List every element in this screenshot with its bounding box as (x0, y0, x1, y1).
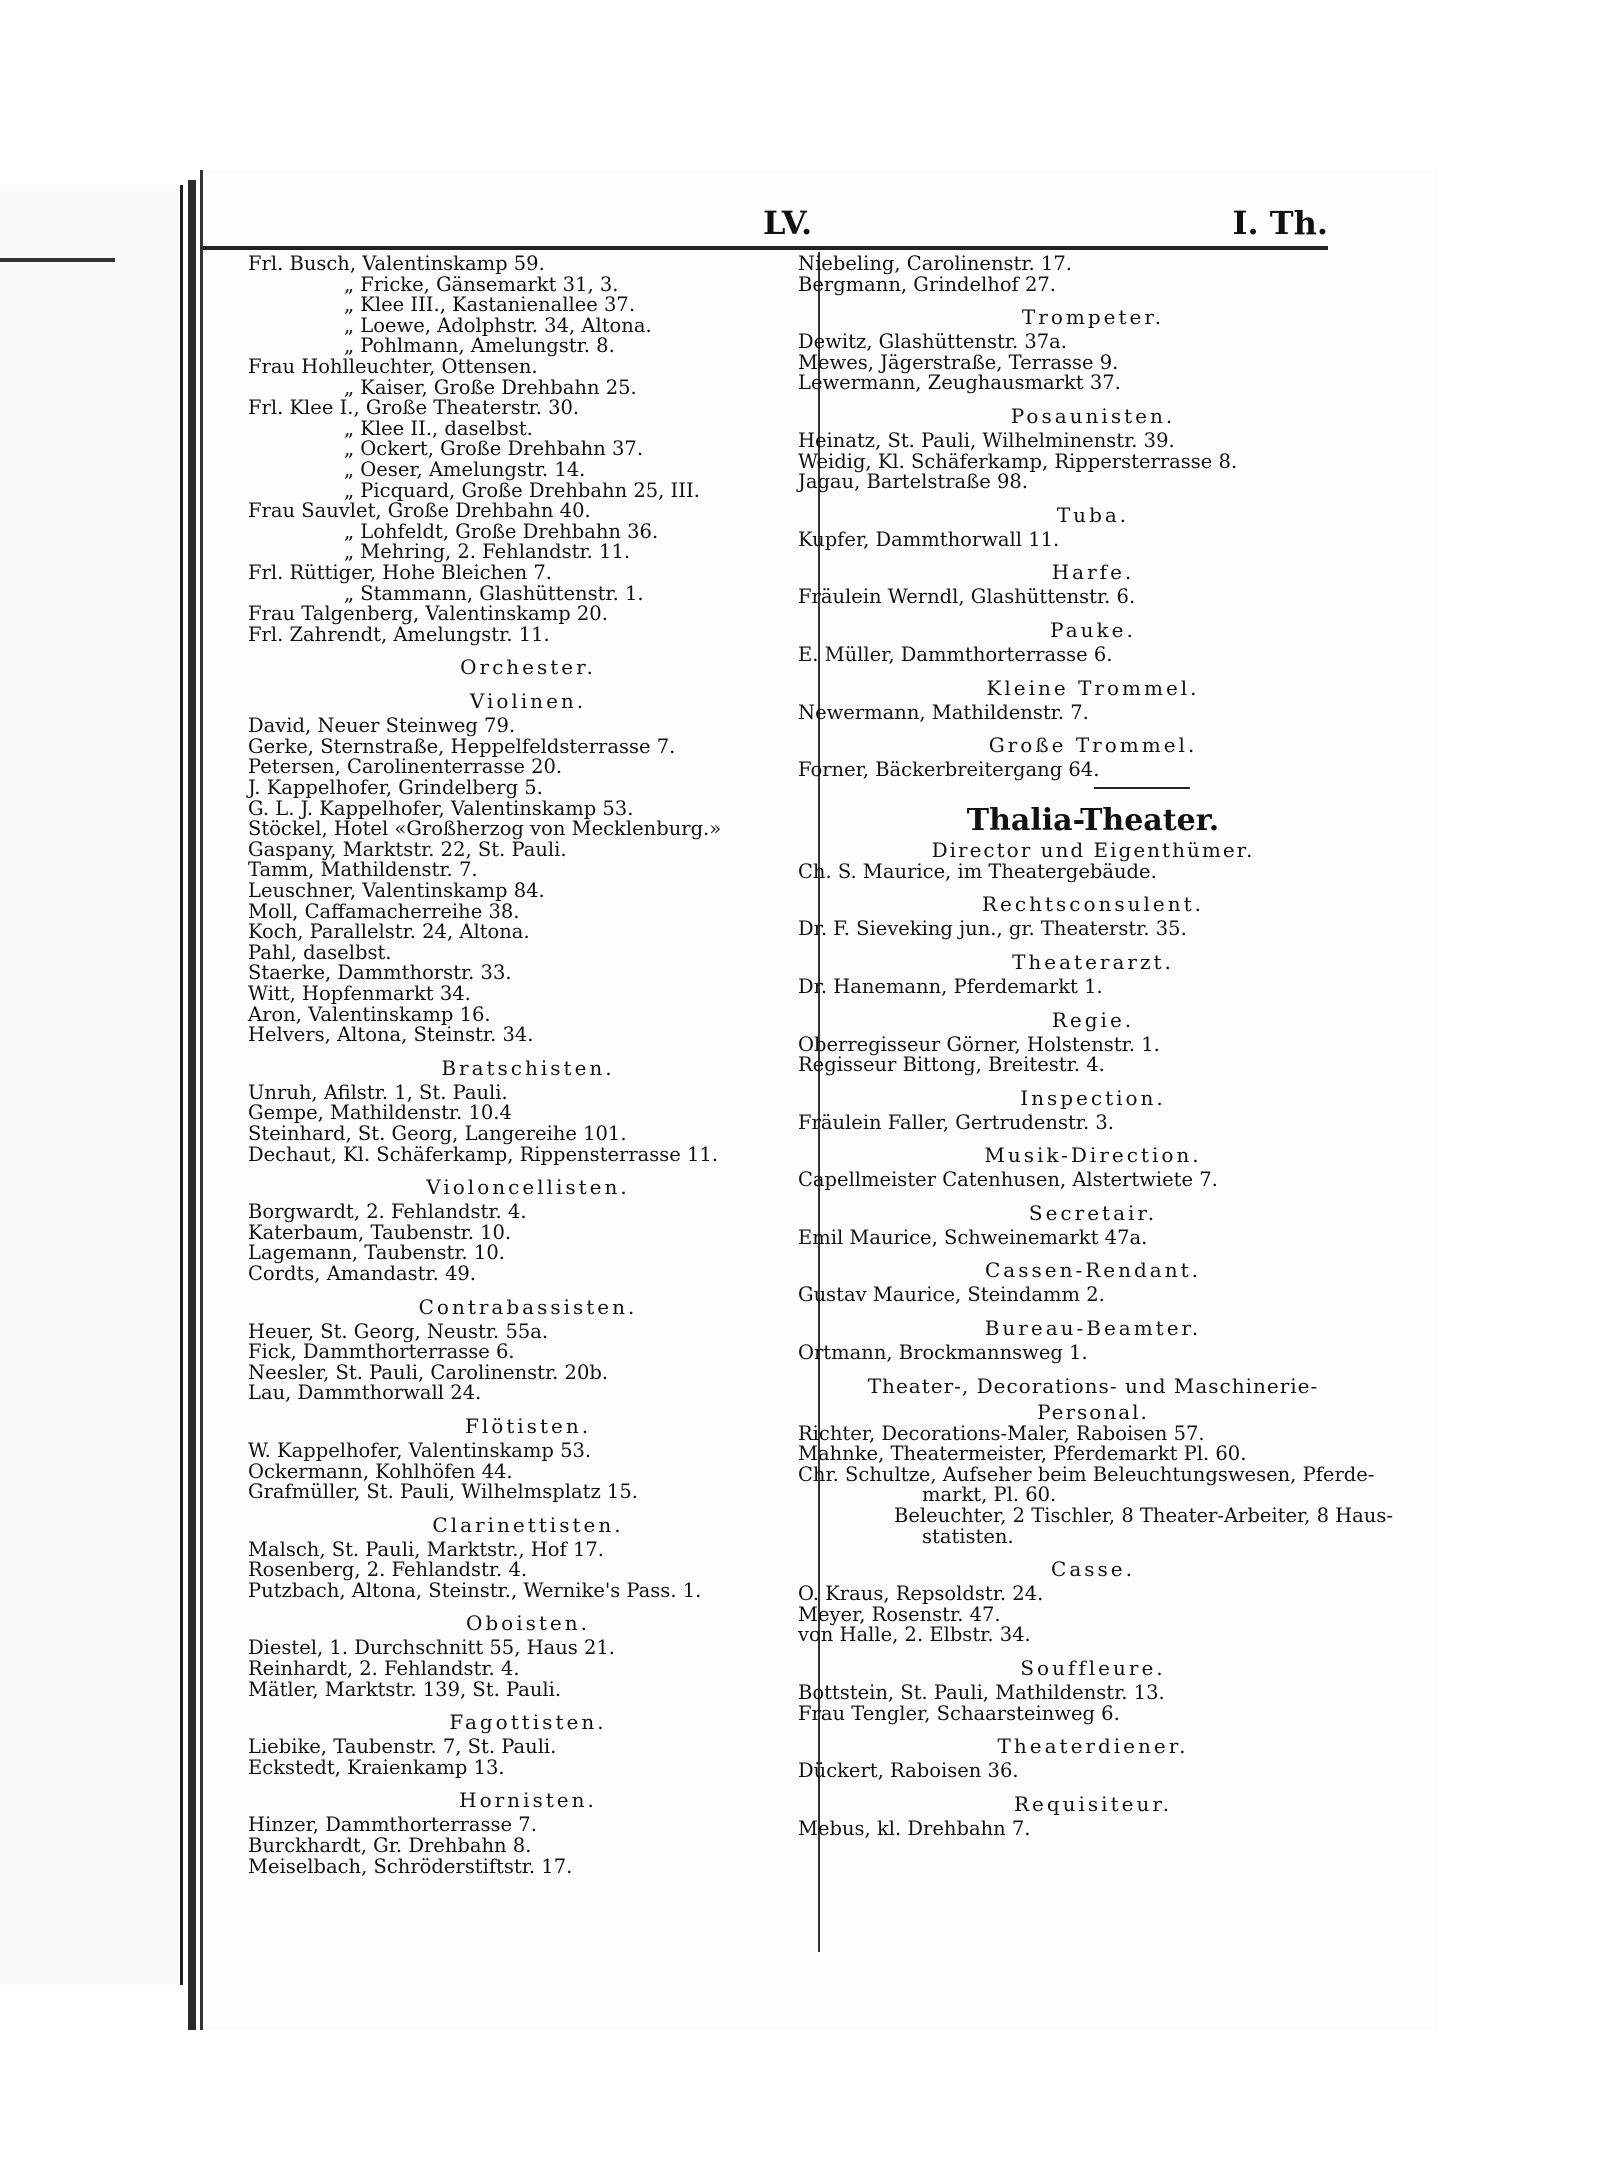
list-item: Mewes, Jägerstraße, Terrasse 9. (798, 350, 1119, 374)
section-heading: Director und Eigenthümer. (931, 837, 1255, 862)
list-item: Tamm, Mathildenstr. 7. (248, 858, 478, 882)
list-item: Mahnke, Theatermeister, Pferdemarkt Pl. 60. (798, 1442, 1247, 1466)
list-item: Helvers, Altona, Steinstr. 34. (248, 1023, 534, 1047)
section-heading: Tuba. (1056, 502, 1130, 527)
list-item: Niebeling, Carolinenstr. 17. (798, 252, 1072, 275)
list-item: Ortmann, Brockmannsweg 1. (798, 1341, 1088, 1365)
list-item: Leuschner, Valentinskamp 84. (248, 879, 545, 903)
list-item: Newermann, Mathildenstr. 7. (798, 700, 1089, 724)
list-item: David, Neuer Steinweg 79. (248, 714, 516, 738)
list-item: Meiselbach, Schröderstiftstr. 17. (248, 1854, 573, 1878)
page-number: LV. (763, 204, 813, 242)
section-heading: Oboisten. (465, 1611, 590, 1636)
page-header (203, 200, 1328, 250)
right-column (798, 252, 1393, 1840)
list-item: markt, Pl. 60. (922, 1483, 1057, 1507)
section-heading: Inspection. (1020, 1085, 1166, 1110)
section-heading: Personal. (1037, 1399, 1149, 1424)
list-item: „ Loewe, Adolphstr. 34, Altona. (344, 313, 652, 337)
list-item: Frau Tengler, Schaarsteinweg 6. (798, 1701, 1120, 1725)
section-heading: Pauke. (1050, 617, 1136, 642)
theatre-title: Thalia-Theater. (966, 802, 1220, 838)
section-heading: Orchester. (460, 655, 596, 680)
list-item: Pahl, daselbst. (248, 940, 392, 964)
list-item: Witt, Hopfenmarkt 34. (248, 982, 471, 1005)
list-item: „ Stammann, Glashüttenstr. 1. (344, 581, 644, 605)
list-item: Mebus, kl. Drehbahn 7. (798, 1816, 1031, 1840)
section-heading: Flötisten. (464, 1413, 592, 1438)
list-item: „ Oeser, Amelungstr. 14. (344, 457, 586, 481)
section-divider (1094, 787, 1190, 789)
list-item: Forner, Bäckerbreitergang 64. (798, 758, 1100, 782)
list-item: „ Picquard, Große Drehbahn 25, III. (344, 478, 700, 502)
list-item: O. Kraus, Repsoldstr. 24. (798, 1582, 1044, 1606)
list-item: Frl. Busch, Valentinskamp 59. (248, 252, 545, 275)
section-heading: Harfe. (1051, 560, 1135, 585)
list-item: Lau, Dammthorwall 24. (248, 1381, 482, 1405)
list-item: Bergmann, Grindelhof 27. (798, 272, 1056, 296)
section-heading: Casse. (1051, 1557, 1135, 1582)
list-item: Liebike, Taubenstr. 7, St. Pauli. (248, 1735, 557, 1759)
list-item: J. Kappelhofer, Grindelberg 5. (248, 776, 543, 800)
list-item: Dr. Hanemann, Pferdemarkt 1. (798, 974, 1103, 998)
list-item: „ Mehring, 2. Fehlandstr. 11. (344, 540, 631, 564)
section-heading: Große Trommel. (988, 733, 1198, 758)
section-heading: Bratschisten. (441, 1055, 615, 1080)
section-heading: Rechtsconsulent. (981, 892, 1205, 917)
list-item: Steinhard, St. Georg, Langereihe 101. (248, 1121, 627, 1145)
list-item: Ch. S. Maurice, im Theatergebäude. (798, 859, 1157, 883)
list-item: Heinatz, St. Pauli, Wilhelminenstr. 39. (798, 428, 1175, 452)
list-item: Ockermann, Kohlhöfen 44. (248, 1459, 513, 1483)
section-heading: Posaunisten. (1010, 403, 1176, 428)
list-item: Dückert, Raboisen 36. (798, 1759, 1019, 1783)
list-item: „ Fricke, Gänsemarkt 31, 3. (344, 272, 619, 296)
directory-page (200, 170, 1438, 2030)
list-item: Kupfer, Dammthorwall 11. (798, 527, 1060, 551)
list-item: Frl. Rüttiger, Hohe Bleichen 7. (248, 560, 553, 584)
list-item: Emil Maurice, Schweinemarkt 47a. (798, 1225, 1148, 1249)
section-heading: Bureau-Beamter. (984, 1316, 1202, 1341)
list-item: Staerke, Dammthorstr. 33. (248, 961, 512, 985)
list-item: Gaspany, Marktstr. 22, St. Pauli. (248, 837, 567, 861)
list-item: Unruh, Afilstr. 1, St. Pauli. (248, 1080, 508, 1104)
part-label: I. Th. (1232, 204, 1328, 242)
list-item: Eckstedt, Kraienkamp 13. (248, 1755, 505, 1779)
book-spine (188, 180, 196, 2030)
facing-page-rule (0, 258, 115, 262)
list-item: Frau Sauvlet, Große Drehbahn 40. (248, 499, 591, 523)
list-item: Petersen, Carolinenterrasse 20. (248, 755, 563, 779)
list-item: „ Kaiser, Große Drehbahn 25. (344, 375, 637, 399)
list-item: Rosenberg, 2. Fehlandstr. 4. (248, 1558, 528, 1582)
list-item: Dechaut, Kl. Schäferkamp, Rippensterrasse 11. (248, 1142, 719, 1166)
section-heading: Clarinettisten. (432, 1512, 624, 1537)
list-item: Fräulein Werndl, Glashüttenstr. 6. (798, 585, 1136, 609)
list-item: Frau Hohlleuchter, Ottensen. (248, 354, 538, 378)
list-item: „ Pohlmann, Amelungstr. 8. (344, 334, 615, 358)
list-item: Grafmüller, St. Pauli, Wilhelmsplatz 15. (248, 1480, 638, 1504)
list-item: W. Kappelhofer, Valentinskamp 53. (248, 1438, 592, 1462)
list-item: Frl. Klee I., Große Theaterstr. 30. (248, 396, 580, 420)
list-item: Gustav Maurice, Steindamm 2. (798, 1283, 1105, 1307)
list-item: Malsch, St. Pauli, Marktstr., Hof 17. (248, 1537, 604, 1561)
list-item: Moll, Caffamacherreihe 38. (248, 899, 520, 923)
list-item: Reinhardt, 2. Fehlandstr. 4. (248, 1657, 520, 1681)
list-item: Hinzer, Dammthorterrasse 7. (248, 1813, 537, 1837)
list-item: Weidig, Kl. Schäferkamp, Rippersterrasse 8. (798, 449, 1238, 473)
left-column (248, 254, 808, 1877)
list-item: E. Müller, Dammthorterrasse 6. (798, 642, 1113, 666)
section-heading: Fagottisten. (449, 1710, 607, 1735)
list-item: Lewermann, Zeughausmarkt 37. (798, 371, 1121, 395)
list-item: Dewitz, Glashüttenstr. 37a. (798, 330, 1068, 354)
list-item: Meyer, Rosenstr. 47. (798, 1602, 1001, 1626)
list-item: Oberregisseur Görner, Holstenstr. 1. (798, 1032, 1160, 1056)
list-item: Neesler, St. Pauli, Carolinenstr. 20b. (248, 1360, 609, 1384)
list-item: Aron, Valentinskamp 16. (248, 1002, 491, 1026)
list-item: Borgwardt, 2. Fehlandstr. 4. (248, 1200, 527, 1224)
list-item: Putzbach, Altona, Steinstr., Wernike's Pass. 1. (248, 1578, 702, 1602)
list-item: Frau Talgenberg, Valentinskamp 20. (248, 602, 608, 626)
list-item: Fick, Dammthorterrasse 6. (248, 1340, 515, 1364)
list-item: Richter, Decorations-Maler, Raboisen 57. (798, 1421, 1205, 1445)
section-heading: Cassen-Rendant. (984, 1258, 1201, 1283)
list-item: Bottstein, St. Pauli, Mathildenstr. 13. (798, 1681, 1165, 1704)
section-heading: Trompeter. (1021, 305, 1165, 330)
section-heading: Violoncellisten. (426, 1175, 630, 1200)
list-item: Frl. Zahrendt, Amelungstr. 11. (248, 622, 550, 646)
list-item: Beleuchter, 2 Tischler, 8 Theater-Arbeiter, 8 Haus- (894, 1504, 1393, 1528)
list-item: Capellmeister Catenhusen, Alstertwiete 7. (798, 1168, 1218, 1192)
section-heading: Musik-Direction. (984, 1143, 1202, 1168)
section-heading: Theater-, Decorations- und Maschinerie- (867, 1373, 1319, 1398)
list-item: Gempe, Mathildenstr. 10.4 (248, 1101, 512, 1125)
list-item: „ Klee II., daselbst. (344, 416, 533, 440)
list-item: Burckhardt, Gr. Drehbahn 8. (248, 1834, 532, 1858)
list-item: Jagau, Bartelstraße 98. (798, 470, 1028, 494)
list-item: Stöckel, Hotel «Großherzog von Mecklenburg.» (248, 817, 722, 841)
section-heading: Requisiteur. (1013, 1791, 1173, 1816)
section-heading: Regie. (1051, 1007, 1135, 1032)
list-item: statisten. (922, 1524, 1014, 1548)
list-item: „ Ockert, Große Drehbahn 37. (344, 437, 644, 461)
list-item: Mätler, Marktstr. 139, St. Pauli. (248, 1677, 562, 1701)
list-item: Diestel, 1. Durchschnitt 55, Haus 21. (248, 1636, 615, 1660)
list-item: Fräulein Faller, Gertrudenstr. 3. (798, 1110, 1114, 1134)
facing-page-edge (0, 185, 183, 1985)
section-heading: Kleine Trommel. (986, 675, 1200, 700)
list-item: „ Lohfeldt, Große Drehbahn 36. (344, 519, 659, 543)
list-item: Gerke, Sternstraße, Heppelfeldsterrasse 7. (248, 734, 676, 758)
section-heading: Theaterdiener. (997, 1734, 1189, 1759)
list-item: G. L. J. Kappelhofer, Valentinskamp 53. (248, 796, 634, 820)
list-item: Cordts, Amandastr. 49. (248, 1261, 477, 1285)
section-heading: Violinen. (469, 689, 587, 714)
list-item: Heuer, St. Georg, Neustr. 55a. (248, 1319, 549, 1343)
section-heading: Souffleure. (1020, 1656, 1166, 1680)
section-heading: Secretair. (1028, 1200, 1158, 1225)
list-item: „ Klee III., Kastanienallee 37. (344, 293, 636, 317)
list-item: Koch, Parallelstr. 24, Altona. (248, 920, 530, 944)
list-item: Regisseur Bittong, Breitestr. 4. (798, 1053, 1105, 1077)
list-item: Chr. Schultze, Aufseher beim Beleuchtungswesen, Pferde- (798, 1462, 1375, 1486)
list-item: Katerbaum, Taubenstr. 10. (248, 1220, 512, 1244)
section-heading: Theaterarzt. (1012, 949, 1174, 974)
list-item: Dr. F. Sieveking jun., gr. Theaterstr. 35. (798, 917, 1187, 941)
section-heading: Hornisten. (459, 1788, 597, 1813)
list-item: von Halle, 2. Elbstr. 34. (798, 1623, 1031, 1647)
section-heading: Contrabassisten. (418, 1294, 638, 1319)
list-item: Lagemann, Taubenstr. 10. (248, 1241, 505, 1265)
